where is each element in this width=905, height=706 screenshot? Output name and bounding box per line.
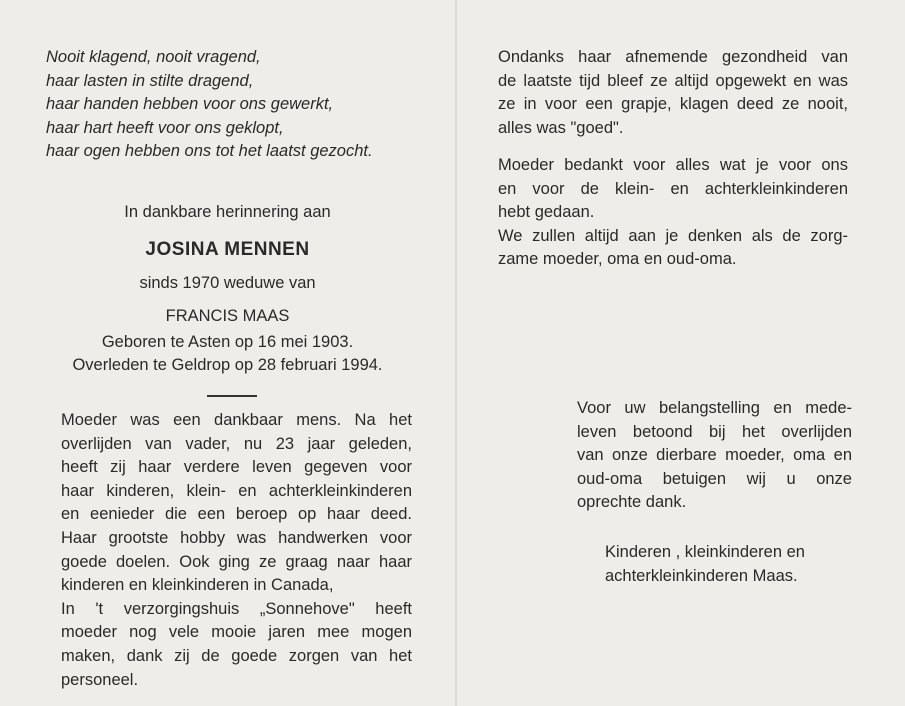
family-signature xyxy=(605,541,835,588)
story-line: kinderen en kleinkinderen in Canada, xyxy=(61,576,334,595)
story-line: overlijden van vader, nu 23 jaar geleden, xyxy=(61,434,412,453)
paragraph-line: zame moeder, oma en oud-oma. xyxy=(498,250,737,269)
poem-line: haar hart heeft voor ons geklopt, xyxy=(46,118,284,137)
gratitude-paragraph xyxy=(498,154,848,272)
story-line: goede doelen. Ook ging ze graag naar haar xyxy=(61,552,412,571)
story-line: moeder nog vele mooie jaren mee mogen xyxy=(61,623,412,642)
signature-line: achterkleinkinderen Maas. xyxy=(605,566,798,585)
paragraph-line: hebt gedaan. xyxy=(498,203,595,222)
paragraph-line: ze in voor een grapje, klagen deed ze nooit, xyxy=(498,95,848,114)
paragraph-line: en voor de klein- en achterkleinkinderen xyxy=(498,179,848,198)
divider-line xyxy=(207,395,257,397)
death-info: Overleden te Geldrop op 28 februari 1994. xyxy=(72,356,383,374)
story-line: maken, dank zij de goede zorgen van het xyxy=(61,646,412,665)
paragraph-line: Moeder bedankt voor alles wat je voor ons xyxy=(498,156,848,174)
right-page xyxy=(457,0,905,706)
spouse-name: FRANCIS MAAS xyxy=(165,307,290,325)
paragraph-line: oprechte dank. xyxy=(577,493,687,512)
paragraph-line: We zullen altijd aan je denken als de zorg- xyxy=(498,226,848,245)
poem-line: haar handen hebben voor ons gewerkt, xyxy=(46,95,334,113)
poem-line: haar lasten in stilte dragend, xyxy=(46,71,254,90)
story-line: en eenieder die een beroep op haar deed. xyxy=(61,505,412,524)
signature-line: Kinderen , kleinkinderen en xyxy=(605,543,805,561)
poem-line: Nooit klagend, nooit vragend, xyxy=(46,48,261,66)
paragraph-line: de laatste tijd bleef ze altijd opgewekt en was xyxy=(498,71,848,90)
story-line: In 't verzorgingshuis „Sonnehove" heeft xyxy=(61,599,412,618)
deceased-name: JOSINA MENNEN xyxy=(145,239,310,260)
paragraph-line: van onze dierbare moeder, oma en xyxy=(577,446,852,465)
paragraph-line: oud-oma betuigen wij u onze xyxy=(577,469,852,488)
life-story xyxy=(61,409,412,692)
birth-info: Geboren te Asten op 16 mei 1903. xyxy=(101,333,354,351)
poem-line: haar ogen hebben ons tot het laatst gezocht. xyxy=(46,142,373,160)
intro-text: In dankbare herinnering aan xyxy=(124,203,331,221)
story-line: Moeder was een dankbaar mens. Na het xyxy=(61,411,412,429)
health-paragraph xyxy=(498,46,848,140)
paragraph-line: leven betoond bij het overlijden xyxy=(577,422,852,441)
story-line: personeel. xyxy=(61,670,139,689)
story-line: heeft zij haar verdere leven gegeven voor xyxy=(61,458,412,477)
paragraph-line: Voor uw belangstelling en mede- xyxy=(577,399,852,417)
story-line: Haar grootste hobby was handwerken voor xyxy=(61,528,412,547)
poem xyxy=(46,46,373,164)
paragraph-line: Ondanks haar afnemende gezondheid van xyxy=(498,48,848,66)
widow-since: sinds 1970 weduwe van xyxy=(139,274,316,292)
thanks-paragraph xyxy=(577,397,852,515)
story-line: haar kinderen, klein- en achterkleinkinderen xyxy=(61,481,412,500)
paragraph-line: alles was "goed". xyxy=(498,118,624,137)
